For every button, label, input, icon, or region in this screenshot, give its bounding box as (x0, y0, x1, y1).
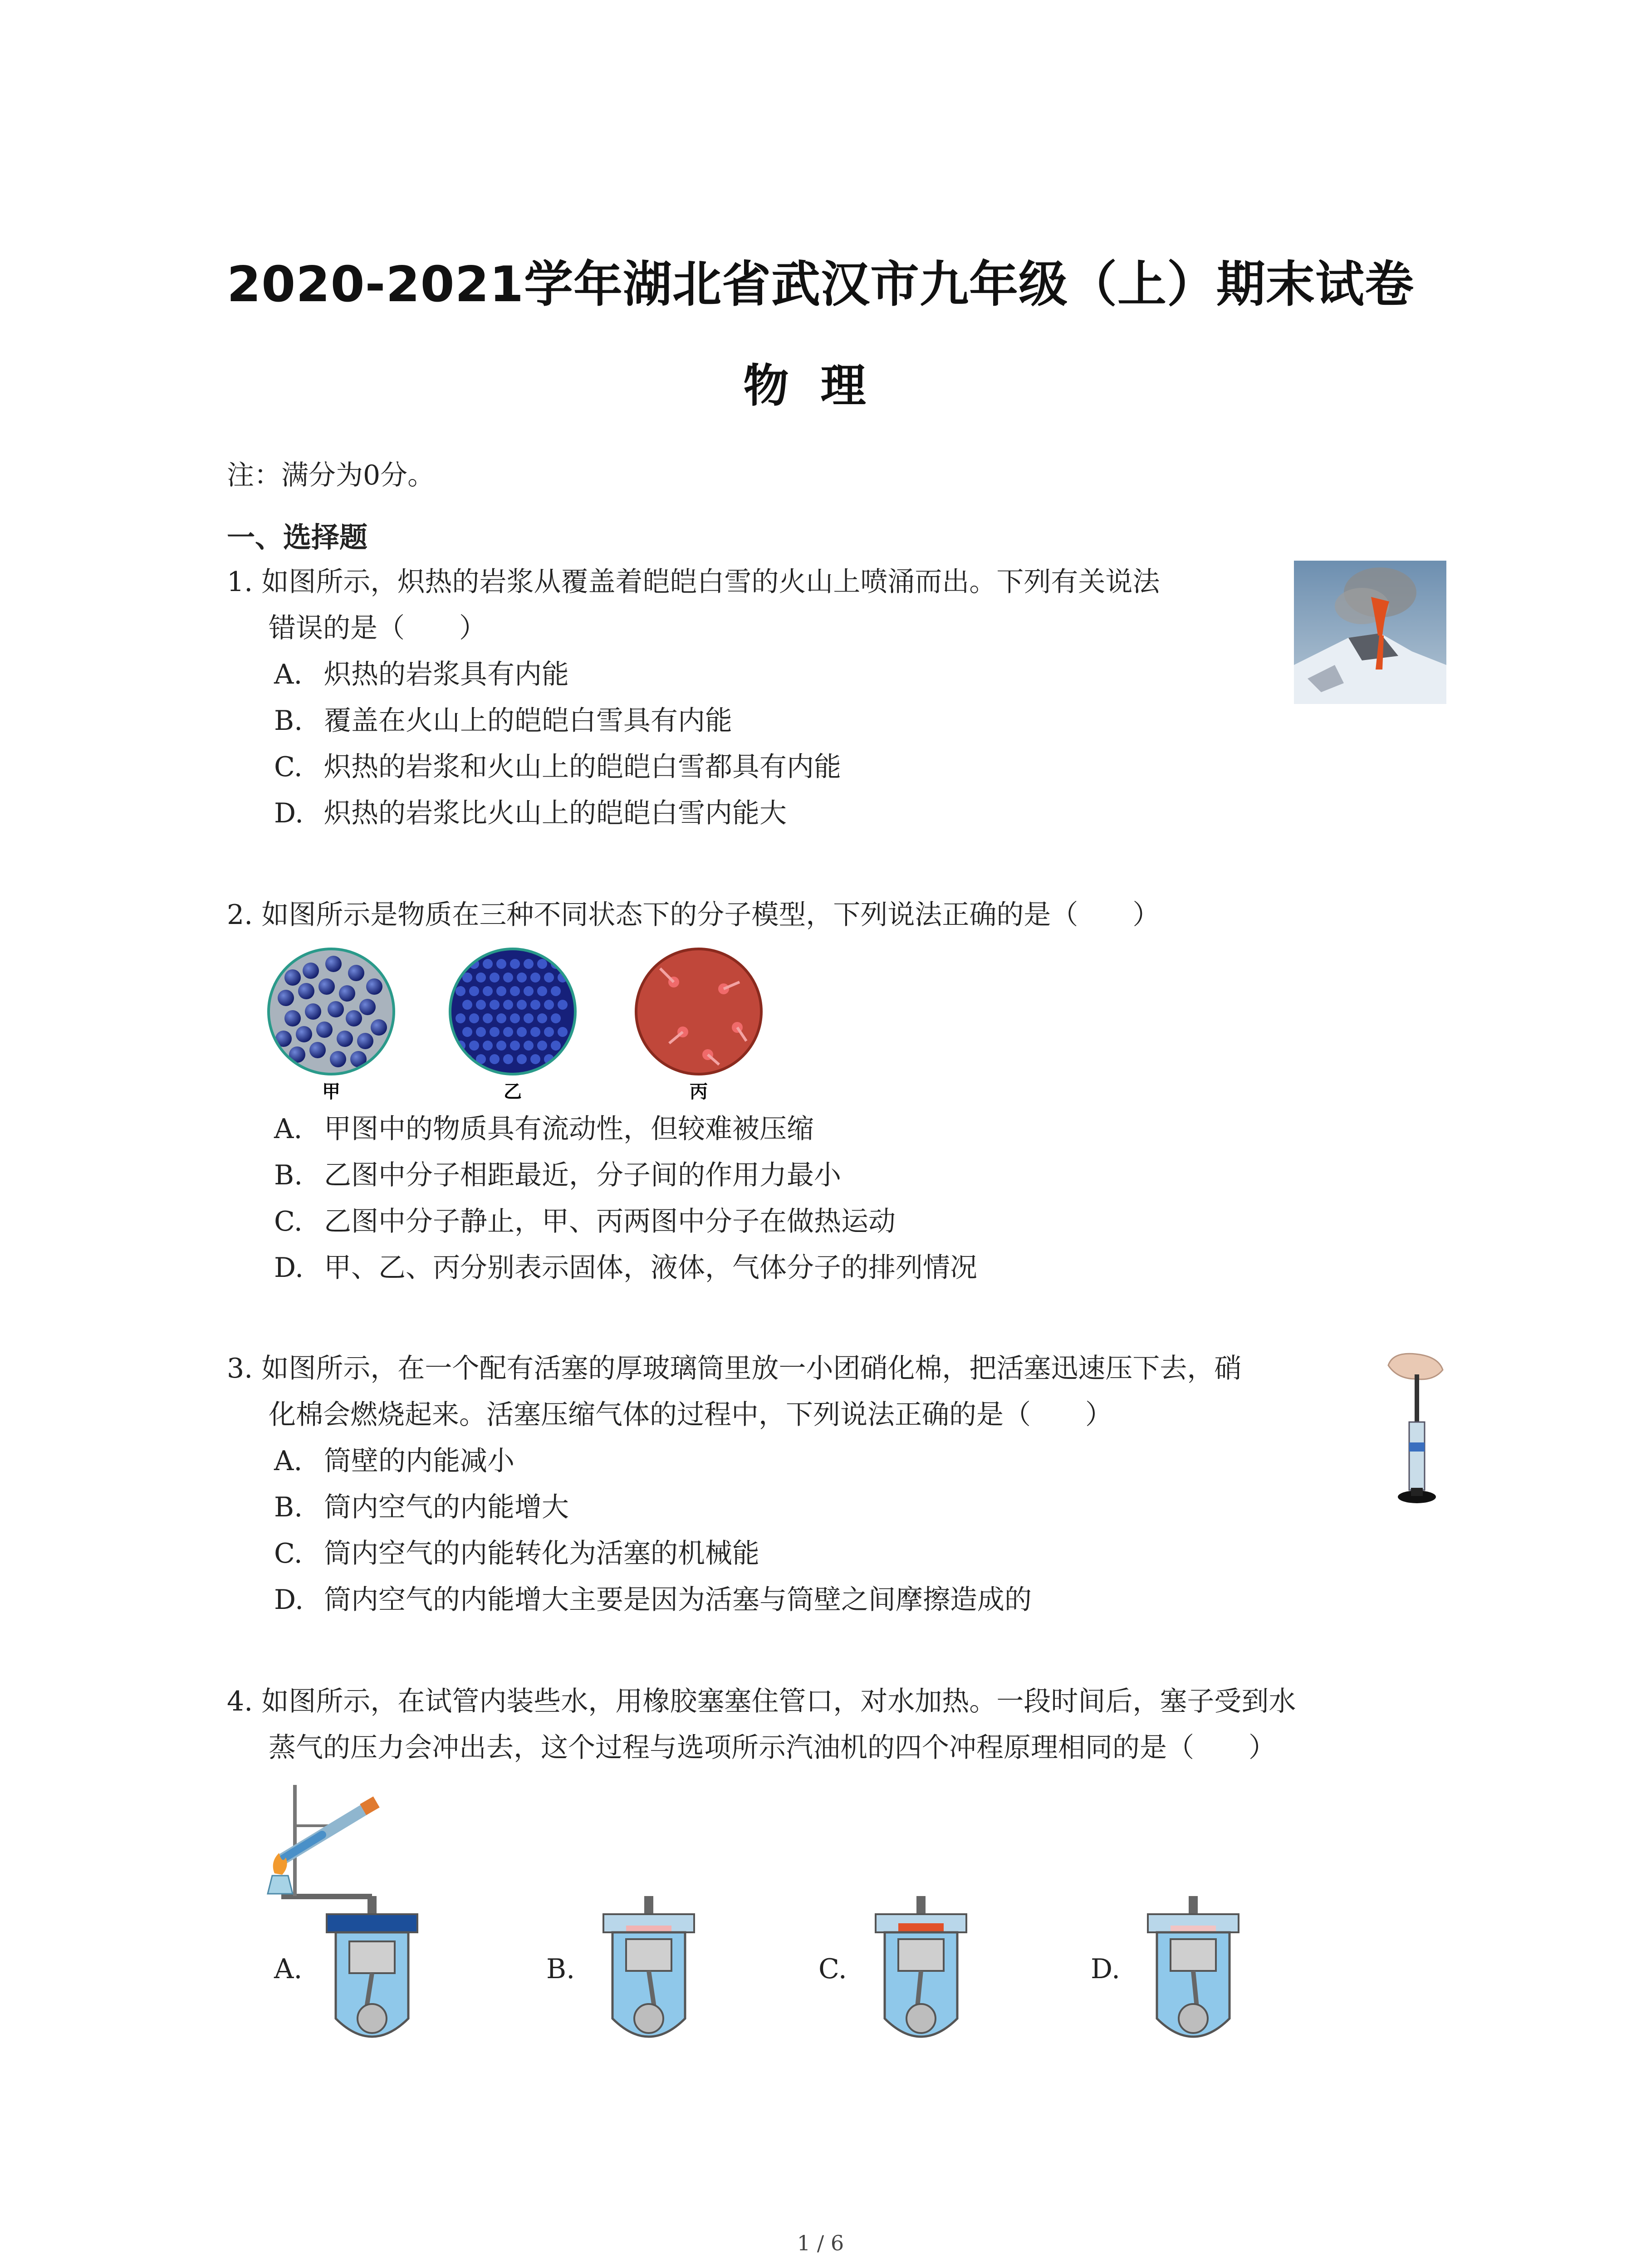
q2-option-b (274, 1152, 841, 1198)
q2-option-a (274, 1106, 814, 1152)
option-text: 覆盖在火山上的皑皑白雪具有内能 (324, 705, 732, 737)
option-letter: A. (274, 1113, 303, 1145)
option-letter: A. (274, 1445, 303, 1477)
option-text: 甲图中的物质具有流动性，但较难被压缩 (324, 1113, 814, 1145)
liquid-model (269, 949, 394, 1074)
q1-option-a (274, 651, 569, 698)
option-letter: C. (274, 751, 303, 783)
option-text: 甲、乙、丙分别表示固体，液体，气体分子的排列情况 (324, 1252, 977, 1284)
q4-stem-line1 (227, 1678, 1296, 1725)
piston-tube-image (1379, 1347, 1456, 1510)
q1-option-b (274, 698, 732, 744)
engine-stroke-b-image (594, 1896, 703, 2059)
q2-stem-text: 如图所示是物质在三种不同状态下的分子模型，下列说法正确的是（ ） (261, 899, 1160, 931)
option-text: 炽热的岩浆和火山上的皑皑白雪都具有内能 (324, 751, 841, 783)
q1-number: 1. (227, 566, 253, 598)
option-text: 乙图中分子静止，甲、丙两图中分子在做热运动 (324, 1206, 896, 1237)
score-note: 注：满分为0分。 (227, 459, 435, 491)
q2-number: 2. (227, 899, 253, 931)
q4-stem-text: 如图所示，在试管内装些水，用橡胶塞塞住管口，对水加热。一段时间后，塞子受到水 (261, 1686, 1296, 1717)
option-letter: B. (274, 1491, 303, 1523)
option-letter: C. (274, 1538, 303, 1569)
q3-stem-text: 如图所示，在一个配有活塞的厚玻璃筒里放一小团硝化棉，把活塞迅速压下去，硝 (261, 1353, 1242, 1384)
option-text: 炽热的岩浆比火山上的皑皑白雪内能大 (324, 797, 787, 829)
q3-option-d (274, 1577, 1032, 1623)
option-letter: B. (274, 1159, 303, 1191)
option-text: 筒内空气的内能增大 (324, 1491, 569, 1523)
q4-option-a-label: A. (274, 1953, 303, 1985)
page-number: 1 / 6 (797, 2231, 844, 2255)
figure-label-yi: 乙 (504, 1081, 522, 1102)
subject-title: 物理 (743, 359, 898, 412)
option-text: 筒壁的内能减小 (324, 1445, 514, 1477)
q3-option-b (274, 1484, 569, 1530)
option-letter: B. (274, 705, 303, 737)
gas-model (636, 949, 761, 1074)
q2-stem-line1 (227, 892, 1160, 938)
molecule-models-figure (265, 946, 774, 1109)
option-text: 筒内空气的内能转化为活塞的机械能 (324, 1538, 759, 1569)
q1-stem-line1 (227, 559, 1160, 605)
q4-stem-line2: 蒸气的压力会冲出去，这个过程与选项所示汽油机的四个冲程原理相同的是（ ） (269, 1732, 1276, 1764)
q4-option-b-label: B. (546, 1953, 575, 1985)
figure-label-bing: 丙 (690, 1081, 708, 1102)
option-letter: D. (274, 1584, 304, 1616)
option-letter: A. (274, 659, 303, 690)
q3-number: 3. (227, 1353, 253, 1384)
q4-option-d-label: D. (1091, 1953, 1121, 1985)
option-letter: D. (274, 797, 304, 829)
volcano-image (1294, 561, 1446, 704)
q3-stem-line2: 化棉会燃烧起来。活塞压缩气体的过程中，下列说法正确的是（ ） (269, 1399, 1112, 1431)
section-title: 一、选择题 (227, 521, 368, 554)
q3-stem-line1 (227, 1345, 1241, 1392)
q1-stem-text: 如图所示，炽热的岩浆从覆盖着皑皑白雪的火山上喷涌而出。下列有关说法 (261, 566, 1160, 598)
exam-title: 2020-2021学年湖北省武汉市九年级（上）期末试卷 (227, 256, 1414, 313)
q1-option-d (274, 790, 787, 836)
option-text: 筒内空气的内能增大主要是因为活塞与筒壁之间摩擦造成的 (324, 1584, 1032, 1616)
option-text: 炽热的岩浆具有内能 (324, 659, 569, 690)
q3-option-a (274, 1438, 514, 1484)
q4-option-c-label: C. (818, 1953, 847, 1985)
engine-stroke-c-image (867, 1896, 975, 2059)
test-tube-apparatus (254, 1776, 404, 1903)
solid-model (450, 949, 575, 1074)
q4-number: 4. (227, 1686, 253, 1717)
q2-option-c (274, 1198, 896, 1245)
q1-stem-line2: 错误的是（ ） (269, 612, 486, 644)
q2-option-d (274, 1245, 977, 1291)
option-text: 乙图中分子相距最近，分子间的作用力最小 (324, 1159, 841, 1191)
engine-stroke-a-image (318, 1896, 426, 2059)
engine-stroke-d-image (1139, 1896, 1248, 2059)
q3-option-c (274, 1530, 759, 1577)
option-letter: D. (274, 1252, 304, 1284)
figure-label-jia: 甲 (322, 1081, 340, 1102)
option-letter: C. (274, 1206, 303, 1237)
q1-option-c (274, 744, 841, 790)
